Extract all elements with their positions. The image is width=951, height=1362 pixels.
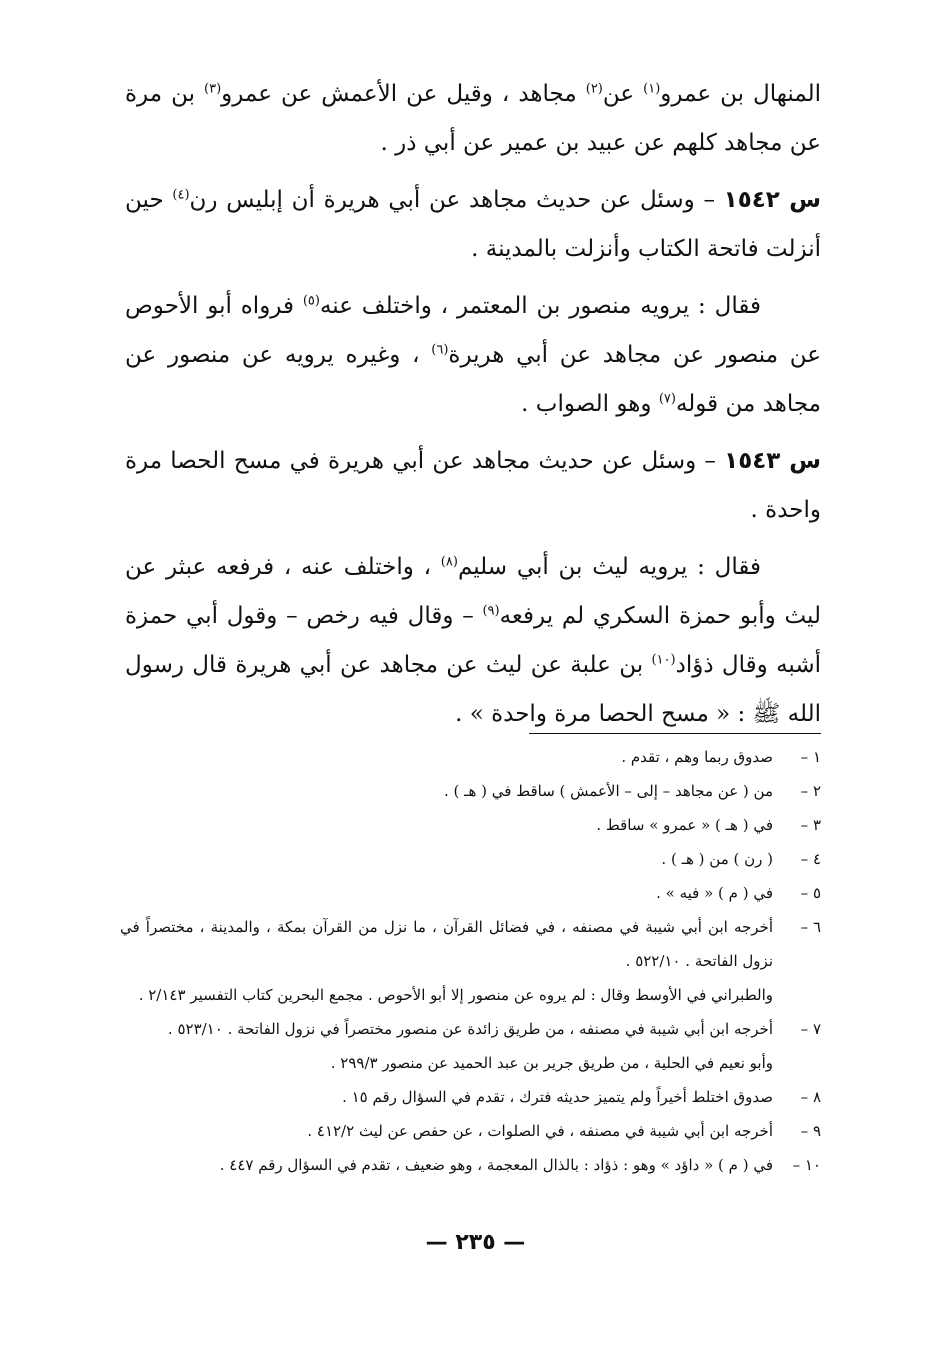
footnote-divider (529, 733, 821, 734)
footnote-ref: (٣) (204, 81, 222, 97)
footnote-number: ٢ – (800, 782, 821, 800)
footnote-text: من ( عن مجاهد – إلى – الأعمش ) ساقط في ( هـ ) . (443, 782, 773, 800)
footnote-text: أخرجه ابن أبي شيبة في مصنفه ، في فضائل القرآن ، ما نزل من القرآن بمكة ، والمدينة ، مختصراً في نزول الفاتحة . ٥٢٢/١٠ . (120, 918, 773, 970)
footnote-ref: (٨) (440, 554, 458, 570)
footnote-item (120, 876, 821, 910)
footnote-text: صدوق اختلط أخيراً ولم يتميز حديثه فترك ، تقدم في السؤال رقم ١٥ . (342, 1088, 773, 1106)
paragraph-intro: المنهال بن عمرو$^{(١)}$ عن$^{(٢)}$ مجاهد ، وقيل عن الأعمش عن عمرو$^{(٣)}$ بن مرة عن مجاهد كلهم عن عبيد بن عمير عن أبي ذر . (125, 81, 822, 156)
footnote-ref: (٤) (172, 187, 190, 203)
footnote-item (120, 1080, 821, 1114)
footnote-item (120, 1012, 821, 1080)
footnote-number: ٤ – (800, 850, 821, 868)
footnote-ref: (٩) (482, 603, 500, 619)
footnote-ref: (٢) (585, 81, 603, 97)
footnote-text: صدوق ربما وهم ، تقدم . (621, 748, 773, 766)
footnote-text: وأبو نعيم في الحلية ، من طريق جرير بن عبد الحميد عن منصور ٢٩٩/٣ . (330, 1054, 773, 1072)
answer-1543: فقال : يرويه ليث بن أبي سليم$^{(٨)}$ ، واختلف عنه ، فرفعه عبثر عن ليث وأبو حمزة السكري لم يرفعه$^{(٩)}$ – وقال فيه رخص – وقول أبي حمزة أشبه وقال ذؤاد$^{(١٠)}$ بن علبة عن ليث عن مجاهد عن أبي هريرة قال رسول الله ﷺ : « مسح الحصا مرة واحدة » . (125, 554, 822, 727)
footnote-item (120, 808, 821, 842)
footnote-ref: (١) (643, 81, 661, 97)
footnote-ref: (١٠) (651, 652, 676, 668)
footnote-number: ١ – (800, 748, 821, 766)
footnote-item (120, 842, 821, 876)
footnote-number: ٧ – (800, 1020, 821, 1038)
question-number: س ١٥٤٣ (724, 448, 821, 474)
footnote-number: ٥ – (800, 884, 821, 902)
footnote-ref: (٦) (431, 342, 449, 358)
question-1542: س ١٥٤٢ – وسئل عن حديث مجاهد عن أبي هريرة أن إبليس رن$^{(٤)}$ حين أنزلت فاتحة الكتاب وأنزلت بالمدينة . (125, 187, 821, 262)
footnotes (120, 740, 821, 1182)
page-number: — ٢٣٥ — (425, 1230, 526, 1255)
footnote-number: ٩ – (800, 1122, 821, 1140)
question-1543: س ١٥٤٣ – وسئل عن حديث مجاهد عن أبي هريرة في مسح الحصا مرة واحدة . (125, 448, 821, 523)
footnote-number: ٦ – (800, 918, 821, 936)
footnote-text: في ( م ) « داؤد » وهو : ذؤاد : بالذال المعجمة ، وهو ضعيف ، تقدم في السؤال رقم ٤٤٧ . (219, 1156, 773, 1174)
footnote-number: ٣ – (800, 816, 821, 834)
footnote-ref: (٧) (658, 391, 676, 407)
main-text (125, 70, 821, 739)
footnote-item (120, 1114, 821, 1148)
footnote-item (120, 740, 821, 774)
footnote-number: ١٠ – (792, 1156, 821, 1174)
footnote-text: في ( م ) « فيه » . (656, 884, 773, 902)
question-number: س ١٥٤٢ (723, 187, 821, 213)
footnote-text: ( رن ) من ( هـ ) . (661, 850, 773, 868)
footnote-ref: (٥) (302, 293, 320, 309)
footnote-item (120, 774, 821, 808)
footnote-item (120, 1148, 821, 1182)
answer-1542: فقال : يرويه منصور بن المعتمر ، واختلف عنه$^{(٥)}$ فرواه أبو الأحوص عن منصور عن مجاهد عن أبي هريرة$^{(٦)}$ ، وغيره يرويه عن منصور عن مجاهد من قوله$^{(٧)}$ وهو الصواب . (125, 293, 821, 417)
footnote-text: أخرجه ابن أبي شيبة في مصنفه ، من طريق زائدة عن منصور مختصراً في نزول الفاتحة . ٥٢٣/١٠ . (167, 1020, 773, 1038)
footnote-text: والطبراني في الأوسط وقال : لم يروه عن منصور إلا أبو الأحوص . مجمع البحرين كتاب التفسير ٢/١٤٣ . (138, 986, 773, 1004)
footnote-text: في ( هـ ) « عمرو » ساقط . (596, 816, 773, 834)
footnote-text: أخرجه ابن أبي شيبة في مصنفه ، في الصلوات ، عن حفص عن ليث ٤١٢/٢ . (307, 1122, 773, 1140)
footnote-item (120, 910, 821, 1012)
footnote-number: ٨ – (800, 1088, 821, 1106)
